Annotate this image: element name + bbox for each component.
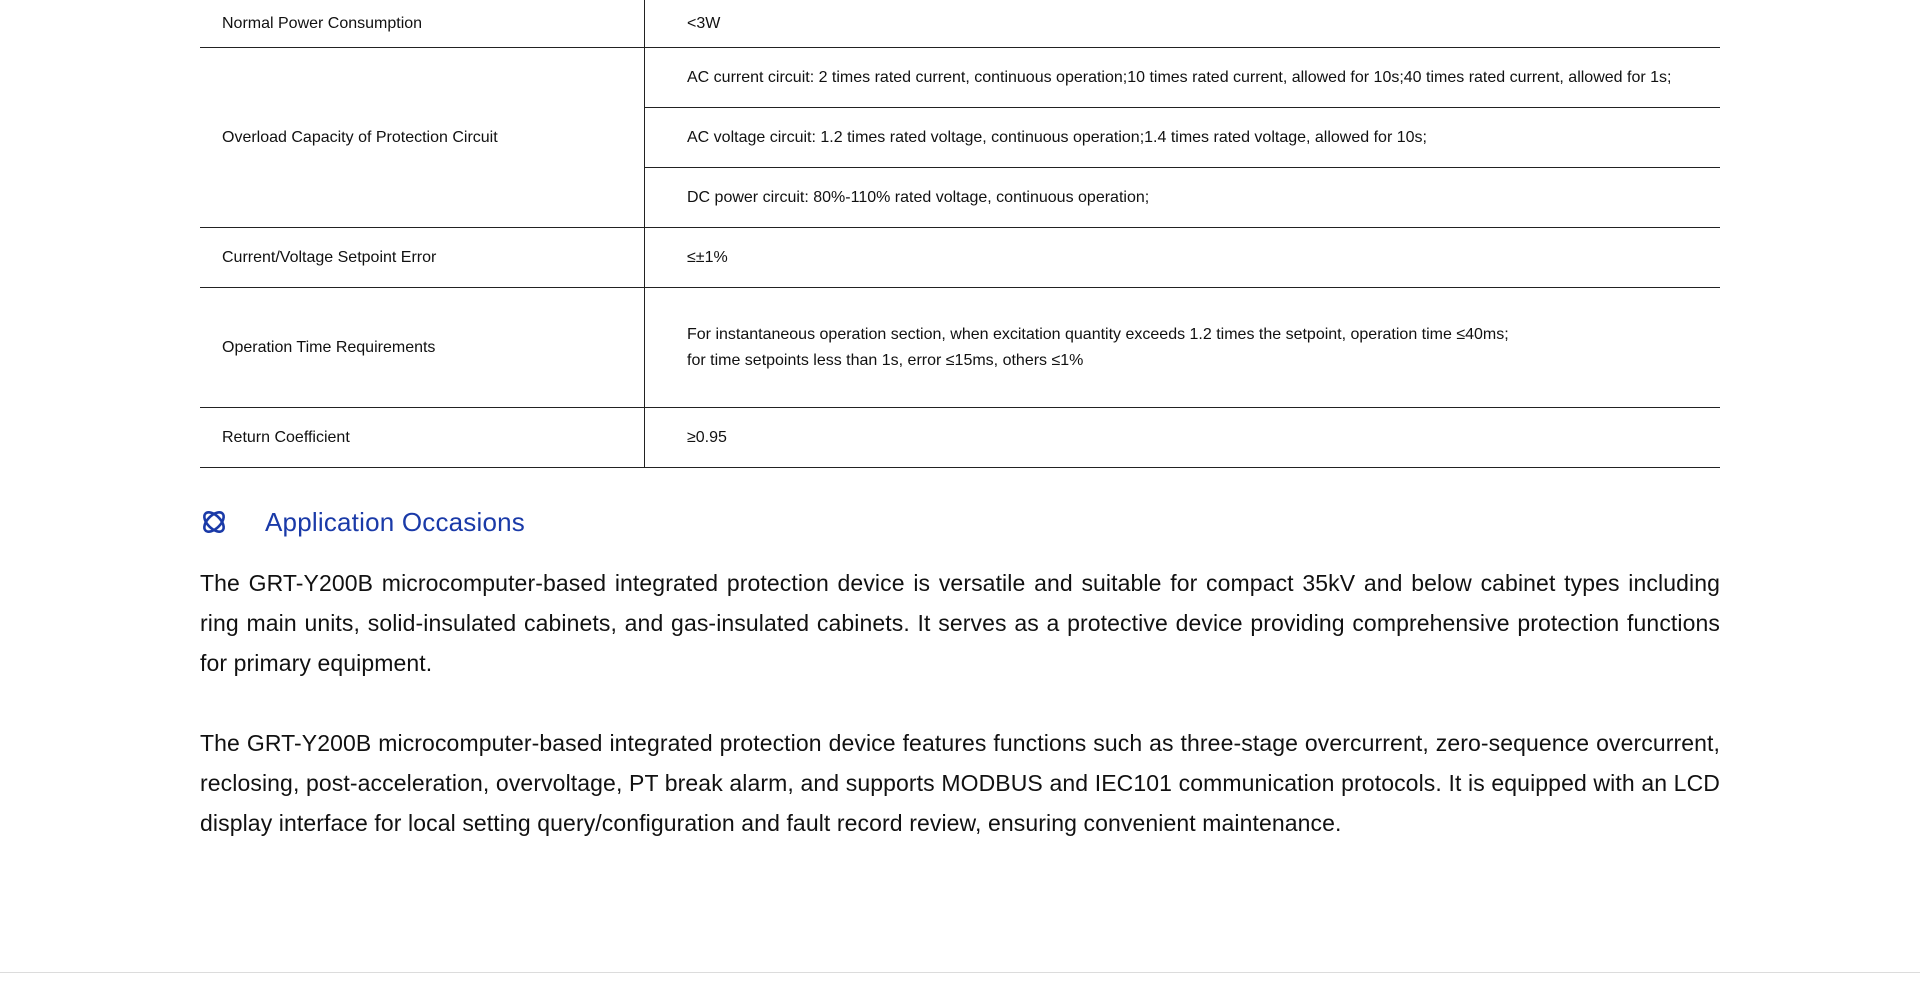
- section-title: Application Occasions: [265, 506, 525, 537]
- spec-value: AC voltage circuit: 1.2 times rated voltage, continuous operation;1.4 times rated voltage, allowed for 10s;: [645, 108, 1721, 168]
- footer-divider: [0, 972, 1920, 973]
- spec-value-line: For instantaneous operation section, when excitation quantity exceeds 1.2 times the setpoint, operation time ≤40ms;: [687, 325, 1509, 343]
- paragraph: The GRT-Y200B microcomputer-based integrated protection device is versatile and suitable for compact 35kV and below cabinet types including ring main units, solid-insulated cabinets, and gas-insulated cabinets. It serves as a protective device providing comprehensive protection functions for primary equipment.: [200, 570, 1720, 676]
- spec-value: <3W: [645, 0, 1721, 48]
- table-row: [200, 288, 1720, 408]
- table-row: [200, 0, 1720, 48]
- spec-value: AC current circuit: 2 times rated current, continuous operation;10 times rated current, allowed for 10s;40 times rated current, allowed for 1s;: [645, 48, 1721, 108]
- spec-label: Operation Time Requirements: [200, 288, 645, 408]
- section-heading: [200, 504, 525, 540]
- spec-label: Return Coefficient: [200, 408, 645, 468]
- specification-table: [200, 0, 1720, 468]
- spec-value: DC power circuit: 80%-110% rated voltage, continuous operation;: [645, 168, 1721, 228]
- spec-value-line: for time setpoints less than 1s, error ≤15ms, others ≤1%: [687, 351, 1084, 369]
- table-row: [200, 48, 1720, 108]
- table-row: [200, 228, 1720, 288]
- spec-label: Normal Power Consumption: [200, 0, 645, 48]
- orbit-icon: [200, 508, 228, 536]
- table-row: [200, 408, 1720, 468]
- spec-value: ≥0.95: [645, 408, 1721, 468]
- spec-label: Current/Voltage Setpoint Error: [200, 228, 645, 288]
- spec-value: [645, 288, 1721, 408]
- spec-label: Overload Capacity of Protection Circuit: [200, 48, 645, 228]
- spec-value: ≤±1%: [645, 228, 1721, 288]
- paragraph: The GRT-Y200B microcomputer-based integrated protection device features functions such as three-stage overcurrent, zero-sequence overcurrent, reclosing, post-acceleration, overvoltage, PT break alarm, and supports MODBUS and IEC101 communication protocols. It is equipped with an LCD display interface for local setting query/configuration and fault record review, ensuring convenient maintenance.: [200, 730, 1720, 836]
